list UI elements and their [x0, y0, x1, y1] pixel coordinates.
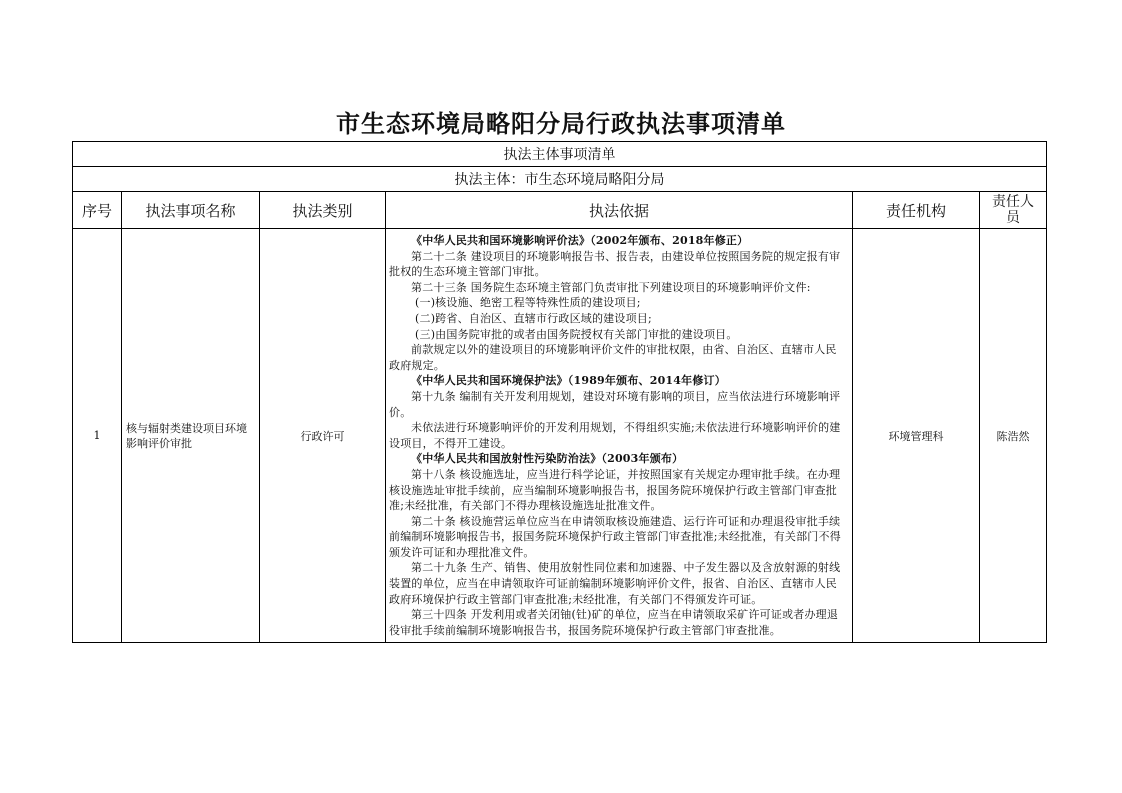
row-index: 1 [73, 229, 122, 643]
basis-line: 第十八条 核设施选址，应当进行科学论证，并按照国家有关规定办理审批手续。在办理核设施选址审批手续前，应当编制环境影响报告书，报国务院环境保护行政主管部门审查批准;未经批准，有关部门不得办理核设施选址批准文件。 [389, 467, 841, 513]
basis-line: 《中华人民共和国环境保护法》（1989年颁布、2014年修订） [411, 374, 726, 388]
basis-line: (一)核设施、绝密工程等特殊性质的建设项目; [415, 296, 641, 310]
basis-line: 第十九条 编制有关开发利用规划，建设对环境有影响的项目，应当依法进行环境影响评价。 [389, 389, 841, 419]
row-agency: 环境管理科 [853, 229, 980, 643]
row-legal-basis [386, 229, 853, 643]
header-category: 执法类别 [260, 192, 386, 229]
basis-line: 第二十二条 建设项目的环境影响报告书、报告表，由建设单位按照国务院的规定报有审批权的生态环境主管部门审批。 [389, 249, 841, 279]
page-title: 市生态环境局略阳分局行政执法事项清单 [336, 110, 786, 138]
subject-row [73, 167, 1047, 192]
header-agency: 责任机构 [853, 192, 980, 229]
basis-line: 前款规定以外的建设项目的环境影响评价文件的审批权限，由省、自治区、直辖市人民政府规定。 [389, 343, 837, 372]
header-row [73, 192, 1047, 229]
enforcement-subject [73, 167, 1047, 192]
row-item-name: 核与辐射类建设项目环境影响评价审批 [122, 229, 260, 643]
header-name: 执法事项名称 [122, 192, 260, 229]
basis-line: 第二十三条 国务院生态环境主管部门负责审批下列建设项目的环境影响评价文件: [411, 280, 811, 294]
header-person: 责任人员 [980, 192, 1047, 229]
basis-line: 第二十条 核设施营运单位应当在申请领取核设施建造、运行许可证和办理退役审批手续前编制环境影响报告书，报国务院环境保护行政主管部门审查批准;未经批准，有关部门不得颁发许可证和办理批准文件。 [389, 514, 841, 559]
row-person: 陈浩然 [980, 229, 1047, 643]
basis-line: (三)由国务院审批的或者由国务院授权有关部门审批的建设项目。 [415, 327, 738, 341]
basis-line: 《中华人民共和国环境影响评价法》（2002年颁布、2018年修正） [411, 234, 749, 247]
subject-label: 执法主体： [454, 172, 525, 188]
basis-line: 第二十九条 生产、销售、使用放射性同位素和加速器、中子发生器以及含放射源的射线装置的单位，应当在申请领取许可证前编制环境影响评价文件，报省、自治区、直辖市人民政府环境保护行政主管部门审查批准;未经批准，有关部门不得颁发许可证。 [389, 561, 841, 606]
row-category: 行政许可 [260, 229, 386, 643]
basis-line: 未依法进行环境影响评价的开发利用规划，不得组织实施;未依法进行环境影响评价的建设项目，不得开工建设。 [389, 421, 841, 450]
header-basis: 执法依据 [386, 192, 853, 229]
basis-line: 《中华人民共和国放射性污染防治法》（2003年颁布） [411, 452, 684, 466]
subtitle-row [73, 142, 1047, 167]
enforcement-table [72, 141, 1047, 643]
table-row [73, 229, 1047, 643]
basis-line: (二)跨省、自治区、直辖市行政区域的建设项目; [415, 311, 652, 325]
header-index: 序号 [73, 192, 122, 229]
subject-value: 市生态环境局略阳分局 [524, 172, 665, 188]
table-subtitle: 执法主体事项清单 [73, 142, 1047, 167]
basis-line: 第三十四条 开发利用或者关闭铀(钍)矿的单位，应当在申请领取采矿许可证或者办理退役审批手续前编制环境影响报告书，报国务院环境保护行政主管部门审查批准。 [389, 608, 839, 637]
